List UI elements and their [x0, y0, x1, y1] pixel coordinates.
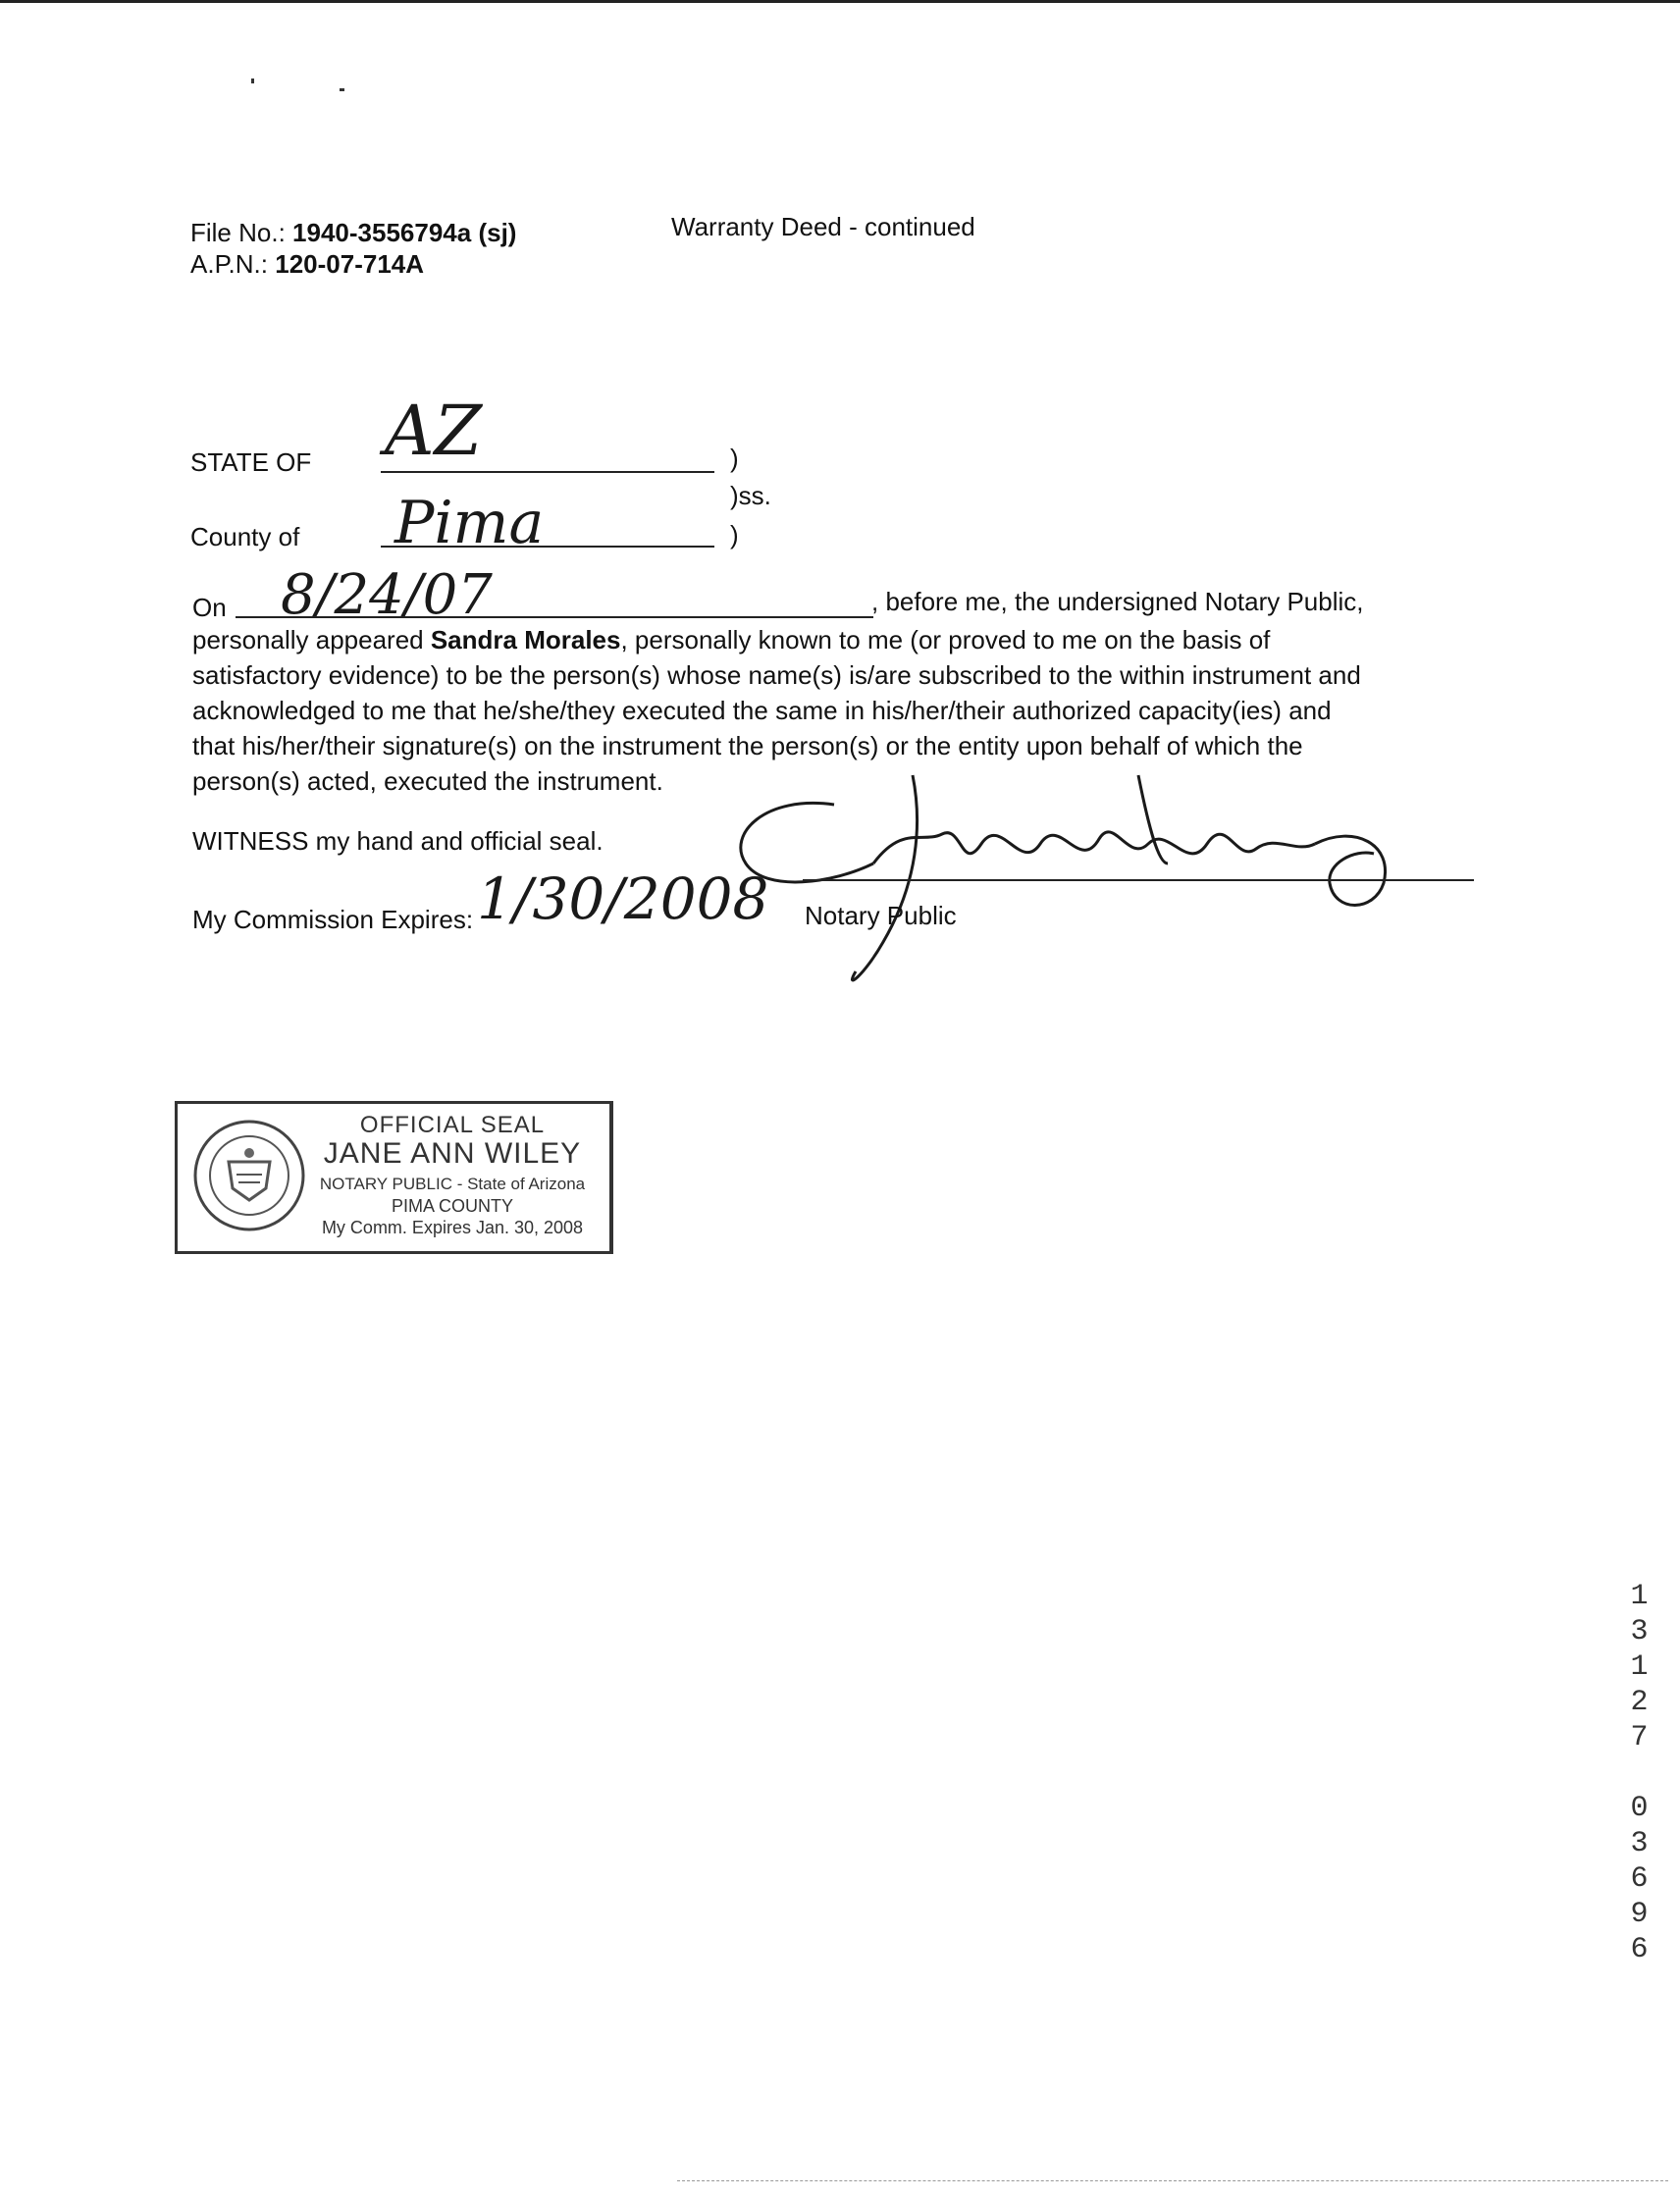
ack-line-2-post: , personally known to me (or proved to me on the basis of [620, 625, 1271, 654]
ack-line-6: person(s) acted, executed the instrument. [192, 766, 663, 796]
on-label: On [192, 593, 227, 622]
witness-statement: WITNESS my hand and official seal. [192, 826, 604, 856]
commission-label: My Commission Expires: [192, 905, 474, 934]
recording-number-vertical [1619, 1580, 1658, 1976]
commission-date-handwritten: 1/30/2008 [477, 865, 769, 932]
ack-line-5: that his/her/their signature(s) on the instrument the person(s) or the entity upon behalf of which the [192, 731, 1303, 760]
bottom-scan-line [677, 2180, 1668, 2181]
scan-speck [251, 78, 254, 83]
seal-line-expires: My Comm. Expires Jan. 30, 2008 [321, 1218, 584, 1237]
seal-line-notary: NOTARY PUBLIC - State of Arizona [319, 1175, 586, 1193]
date-underline [236, 616, 873, 618]
scan-speck [340, 88, 344, 91]
county-handwritten-value: Pima [394, 489, 545, 557]
acknowledgment-date-handwritten: 8/24/07 [281, 563, 493, 627]
ack-line-1: , before me, the undersigned Notary Public, [871, 587, 1364, 616]
recording-number: 13127 03696 [1622, 1580, 1656, 1968]
seal-line-county: PIMA COUNTY [391, 1196, 513, 1216]
person-name: Sandra Morales [430, 625, 621, 654]
notary-signature-line [803, 879, 1474, 881]
notary-signature [726, 765, 1472, 1001]
ack-line-2 [192, 622, 1468, 657]
file-number-label: File No.: [190, 218, 286, 247]
state-paren: ) [730, 444, 739, 473]
apn-value: 120-07-714A [275, 249, 425, 279]
seal-line-name: JANE ANN WILEY [323, 1137, 582, 1170]
ss-mark: )ss. [730, 481, 771, 510]
file-number-value: 1940-3556794a (sj) [292, 218, 517, 247]
state-underline [381, 471, 714, 473]
ack-line-3: satisfactory evidence) to be the person(s) whose name(s) is/are subscribed to the within instrument and [192, 660, 1361, 690]
state-handwritten-value: AZ [385, 391, 483, 471]
county-paren: ) [730, 520, 739, 550]
state-label: STATE OF [190, 447, 312, 477]
document-title: Warranty Deed - continued [671, 212, 975, 241]
seal-line-official: OFFICIAL SEAL [359, 1112, 546, 1138]
official-seal-stamp [175, 1101, 613, 1254]
ack-line-2-pre: personally appeared [192, 625, 431, 654]
apn-label: A.P.N.: [190, 249, 269, 279]
notary-public-label: Notary Public [805, 901, 957, 930]
apn [190, 249, 424, 280]
top-border [0, 0, 1680, 3]
arizona-state-seal-icon [191, 1118, 307, 1233]
county-label: County of [190, 522, 300, 551]
file-number [190, 218, 516, 248]
county-underline [381, 546, 714, 548]
ack-line-4: acknowledged to me that he/she/they executed the same in his/her/their authorized capacity(ies) and [192, 696, 1332, 725]
